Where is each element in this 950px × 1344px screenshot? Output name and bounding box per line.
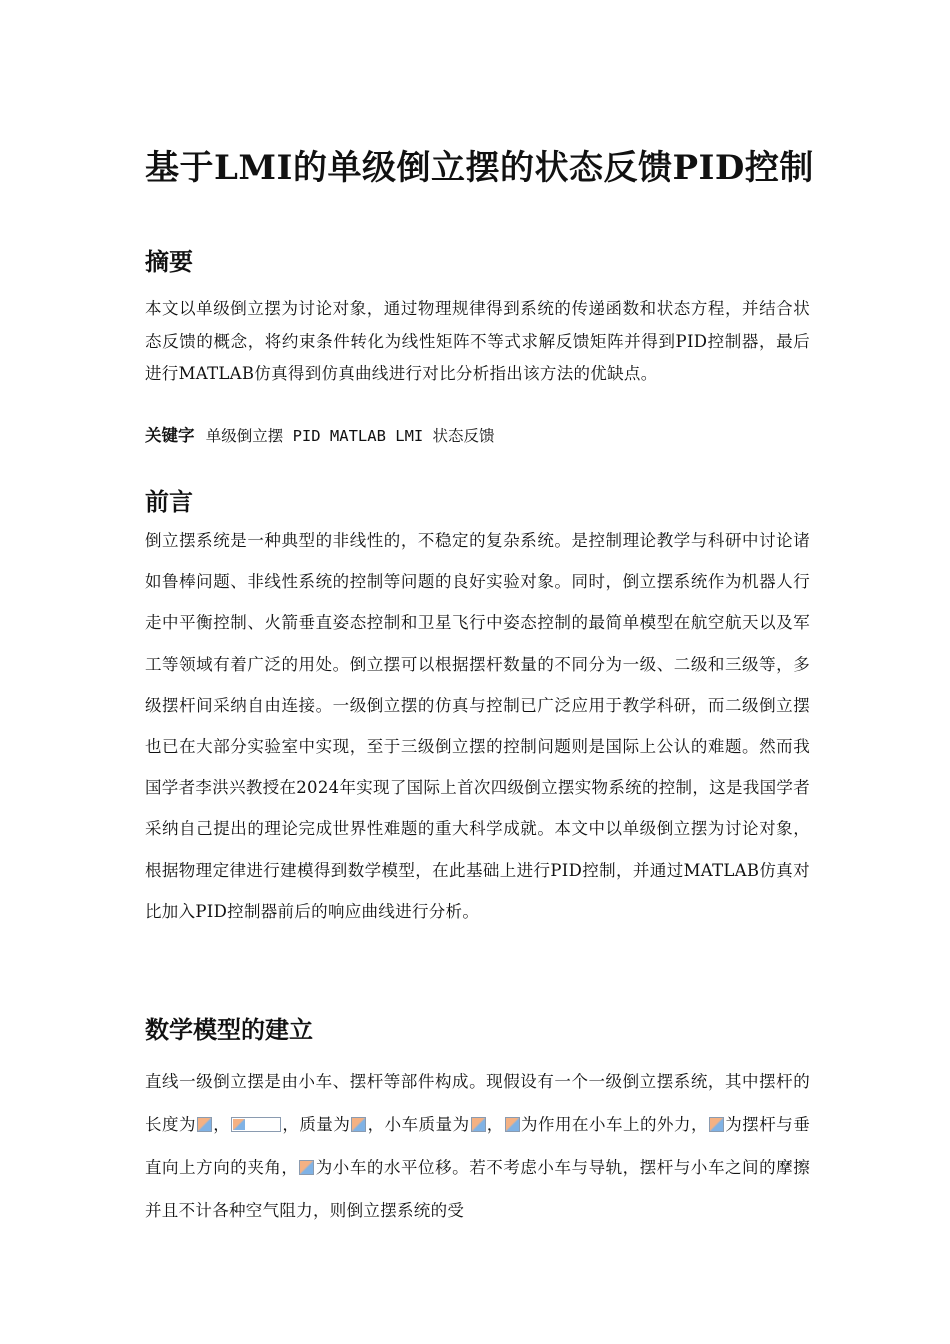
model-text — [145, 1060, 810, 1232]
keywords-list: 单级倒立摆 PID MATLAB LMI 状态反馈 — [205, 427, 495, 445]
model-text-part: ， — [213, 1115, 231, 1134]
preface-heading: 前言 — [145, 487, 193, 516]
model-heading: 数学模型的建立 — [145, 1015, 313, 1044]
formula-image-icon — [505, 1117, 520, 1132]
formula-image-icon — [299, 1160, 314, 1175]
model-text-part: 为小车的水平位移。若不考虑小车与导轨，摆杆与小车之间的摩擦并且不计各种空气阻力，则倒立摆系统的受 — [145, 1158, 811, 1220]
model-text-part: 直线一级倒立摆是由小车、摆杆等部件构成。现假设有一个一级倒立摆系统，其中摆杆的长度为 — [145, 1072, 810, 1134]
formula-image-icon — [471, 1117, 486, 1132]
abstract-heading: 摘要 — [145, 247, 193, 276]
model-text-part: ，质量为 — [282, 1115, 351, 1134]
formula-image-icon — [231, 1117, 281, 1132]
formula-image-icon — [197, 1117, 212, 1132]
keywords-line — [145, 424, 495, 448]
model-text-part: ， — [486, 1115, 504, 1134]
keywords-label: 关键字 — [145, 426, 195, 445]
model-text-part: 为作用在小车上的外力， — [520, 1115, 708, 1134]
formula-image-icon — [709, 1117, 724, 1132]
abstract-text: 本文以单级倒立摆为讨论对象，通过物理规律得到系统的传递函数和状态方程，并结合状态反馈的概念，将约束条件转化为线性矩阵不等式求解反馈矩阵并得到PID控制器，最后进行MATLAB仿真得到仿真曲线进行对比分析指出该方法的优缺点。 — [145, 299, 810, 383]
document-title: 基于LMI的单级倒立摆的状态反馈PID控制 — [145, 148, 814, 188]
model-text-part: 为摆杆与垂直向上方向的夹角， — [145, 1115, 810, 1177]
formula-image-icon — [351, 1117, 366, 1132]
model-text-part: ，小车质量为 — [367, 1115, 470, 1134]
preface-text: 倒立摆系统是一种典型的非线性的，不稳定的复杂系统。是控制理论教学与科研中讨论诸如鲁棒问题、非线性系统的控制等问题的良好实验对象。同时，倒立摆系统作为机器人行走中平衡控制、火箭垂直姿态控制和卫星飞行中姿态控制的最简单模型在航空航天以及军工等领域有着广泛的用处。倒立摆可以根据摆杆数量的不同分为一级、二级和三级等，多级摆杆间采纳自由连接。一级倒立摆的仿真与控制已广泛应用于教学科研，而二级倒立摆也已在大部分实验室中实现，至于三级倒立摆的控制问题则是国际上公认的难题。然而我国学者李洪兴教授在2024年实现了国际上首次四级倒立摆实物系统的控制，这是我国学者采纳自己提出的理论完成世界性难题的重大科学成就。本文中以单级倒立摆为讨论对象，根据物理定律进行建模得到数学模型，在此基础上进行PID控制，并通过MATLAB仿真对比加入PID控制器前后的响应曲线进行分析。 — [145, 531, 810, 921]
